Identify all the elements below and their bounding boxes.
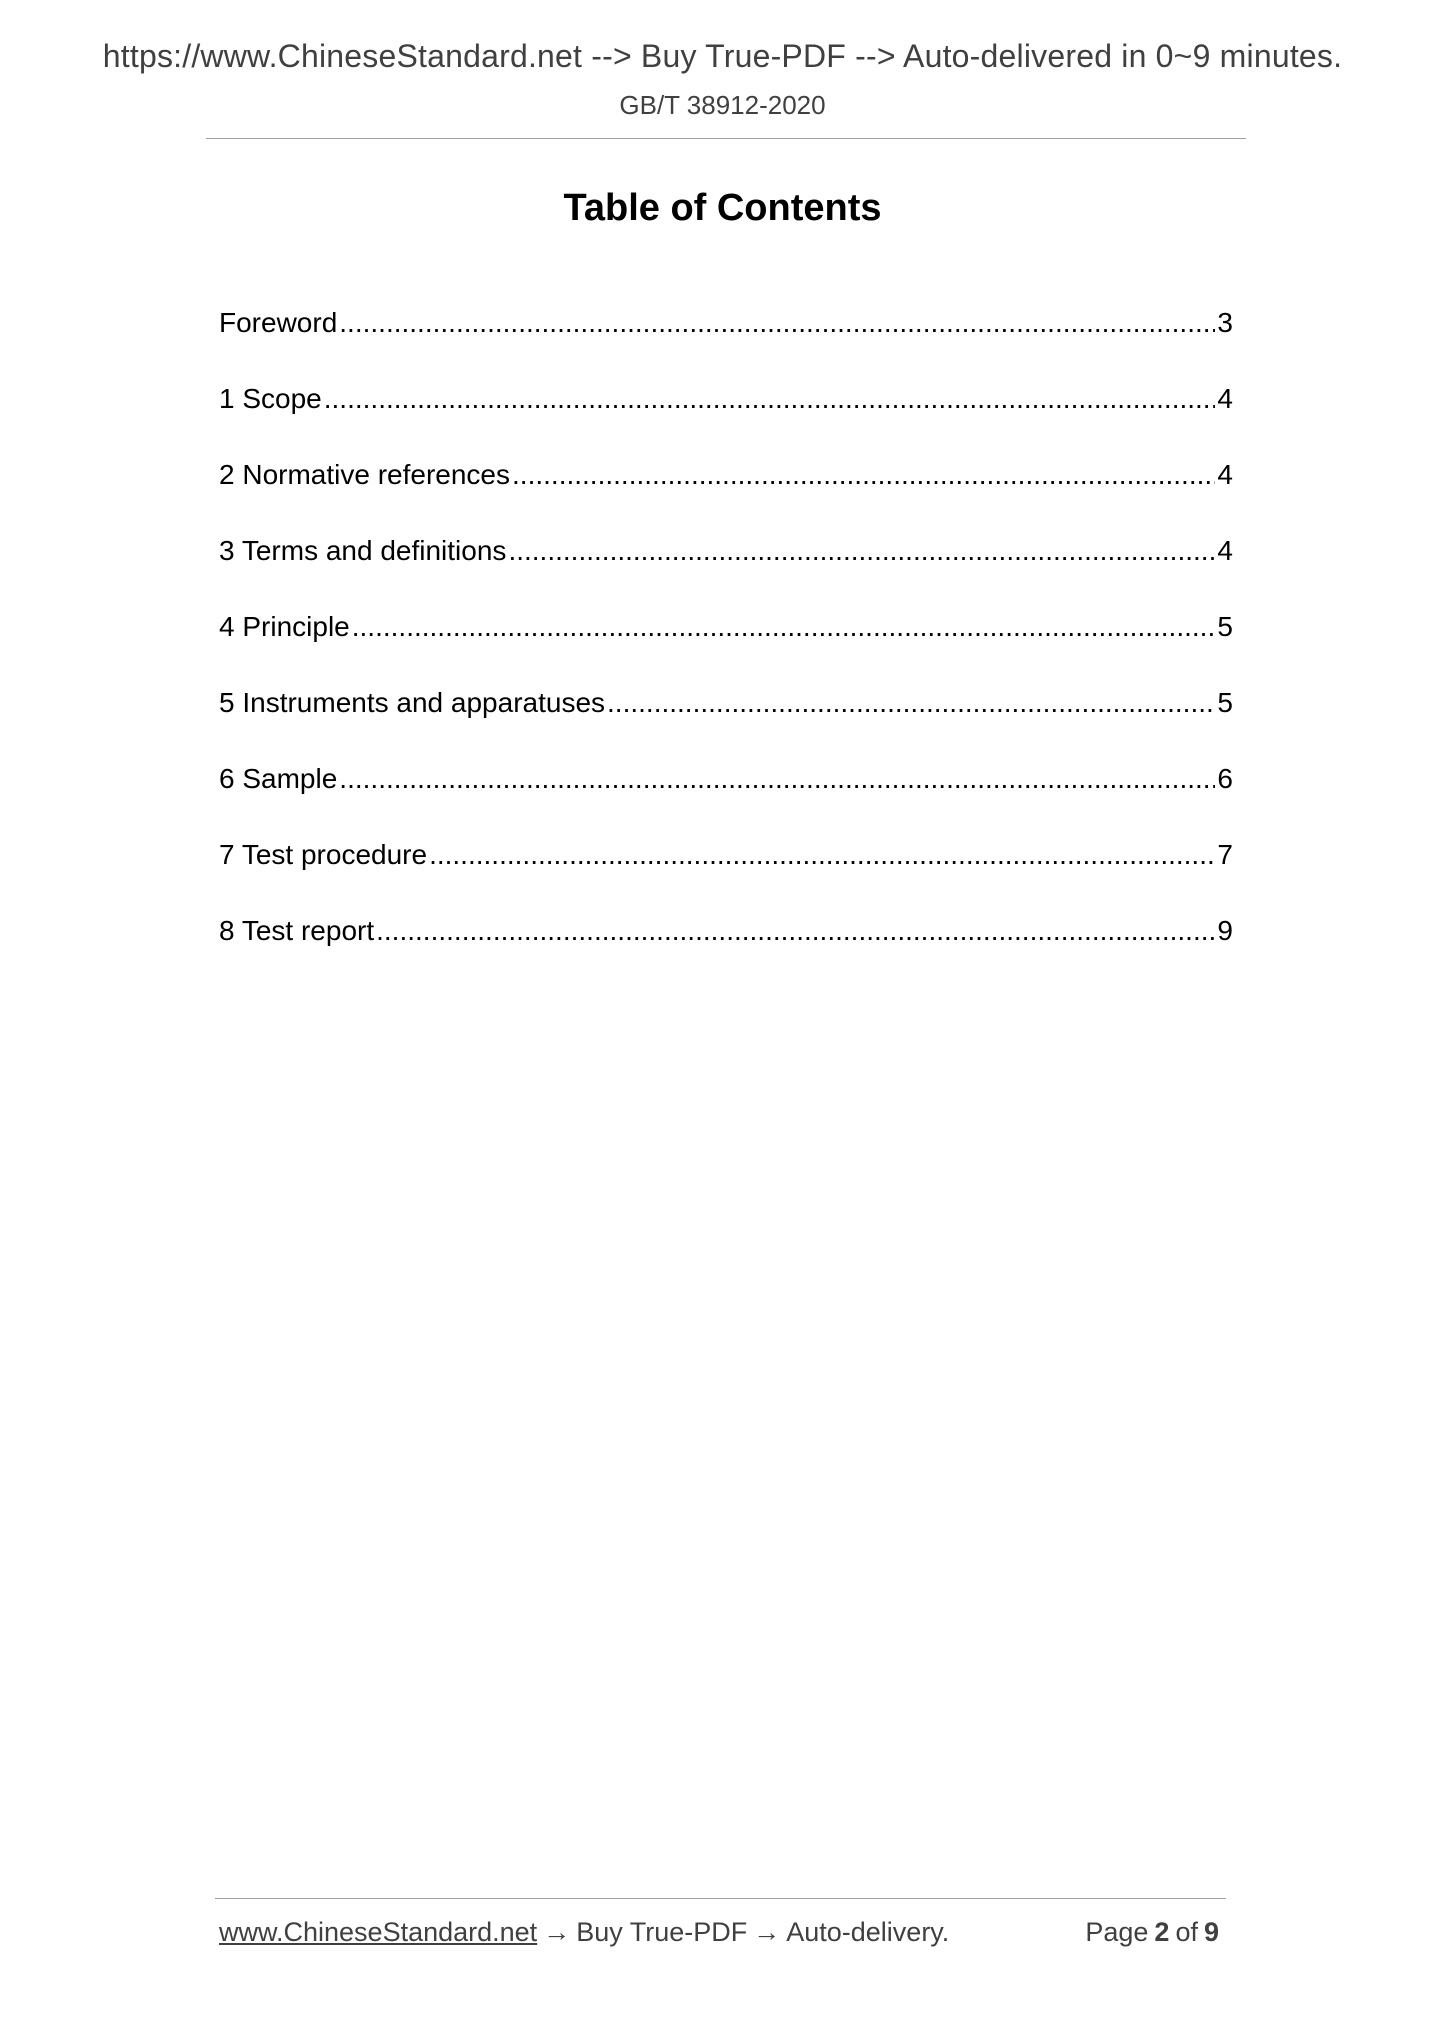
toc-leader-dots — [339, 761, 1215, 797]
toc-entry-foreword[interactable] — [219, 305, 1233, 381]
footer-links — [219, 1917, 949, 1948]
toc-leader-dots — [512, 457, 1215, 493]
toc-entry-terms-and-definitions[interactable] — [219, 533, 1233, 609]
toc-entry-page: 3 — [1217, 307, 1233, 338]
toc-entry-sample[interactable] — [219, 761, 1233, 837]
toc-entry-page: 9 — [1217, 915, 1233, 946]
toc-entry-label: 8 Test report — [219, 915, 375, 946]
toc-entry-label: 1 Scope — [219, 383, 322, 414]
toc-title: Table of Contents — [563, 187, 882, 229]
toc-entry-label: 5 Instruments and apparatuses — [219, 687, 606, 718]
footer-divider — [215, 1898, 1226, 1899]
toc-entry-page: 4 — [1217, 459, 1233, 490]
toc-entry-label: 3 Terms and definitions — [219, 535, 507, 566]
page-word: Page — [1085, 1917, 1149, 1947]
toc-entry-page: 4 — [1217, 535, 1233, 566]
header-divider — [206, 138, 1246, 139]
toc-leader-dots — [429, 837, 1215, 873]
toc-entry-page: 7 — [1217, 839, 1233, 870]
toc-entry-page: 5 — [1217, 611, 1233, 642]
delivery-text: Auto-delivery. — [786, 1917, 950, 1947]
toc-entry-page: 6 — [1217, 763, 1233, 794]
current-page-number: 2 — [1154, 1917, 1170, 1947]
of-word: of — [1175, 1917, 1198, 1947]
buy-text: Buy True-PDF — [576, 1917, 748, 1947]
toc-leader-dots — [324, 381, 1216, 417]
toc-entry-principle[interactable] — [219, 609, 1233, 685]
toc-entry-page: 5 — [1217, 687, 1233, 718]
toc-entry-instruments[interactable] — [219, 685, 1233, 761]
header-banner: https://www.ChineseStandard.net --> Buy True-PDF --> Auto-delivered in 0~9 minutes. — [102, 38, 1343, 74]
toc-entry-label: Foreword — [219, 307, 338, 338]
page-indicator — [1085, 1917, 1225, 1948]
toc-entry-label: 7 Test procedure — [219, 839, 428, 870]
toc-leader-dots — [607, 685, 1215, 721]
toc-leader-dots — [508, 533, 1215, 569]
toc-leader-dots — [339, 305, 1215, 341]
page-footer — [219, 1917, 1225, 1948]
toc-entry-label: 2 Normative references — [219, 459, 511, 490]
toc-list — [219, 305, 1233, 989]
arrow-right-icon: → — [753, 1917, 781, 1947]
toc-entry-label: 6 Sample — [219, 763, 338, 794]
toc-entry-label: 4 Principle — [219, 611, 350, 642]
document-number: GB/T 38912-2020 — [619, 90, 826, 120]
total-pages-number: 9 — [1203, 1917, 1219, 1947]
toc-entry-test-report[interactable] — [219, 913, 1233, 989]
toc-leader-dots — [376, 913, 1215, 949]
toc-entry-test-procedure[interactable] — [219, 837, 1233, 913]
arrow-right-icon: → — [543, 1917, 571, 1947]
toc-entry-page: 4 — [1217, 383, 1233, 414]
toc-entry-normative-references[interactable] — [219, 457, 1233, 533]
toc-entry-scope[interactable] — [219, 381, 1233, 457]
toc-leader-dots — [352, 609, 1216, 645]
site-link[interactable]: www.ChineseStandard.net — [219, 1917, 538, 1947]
